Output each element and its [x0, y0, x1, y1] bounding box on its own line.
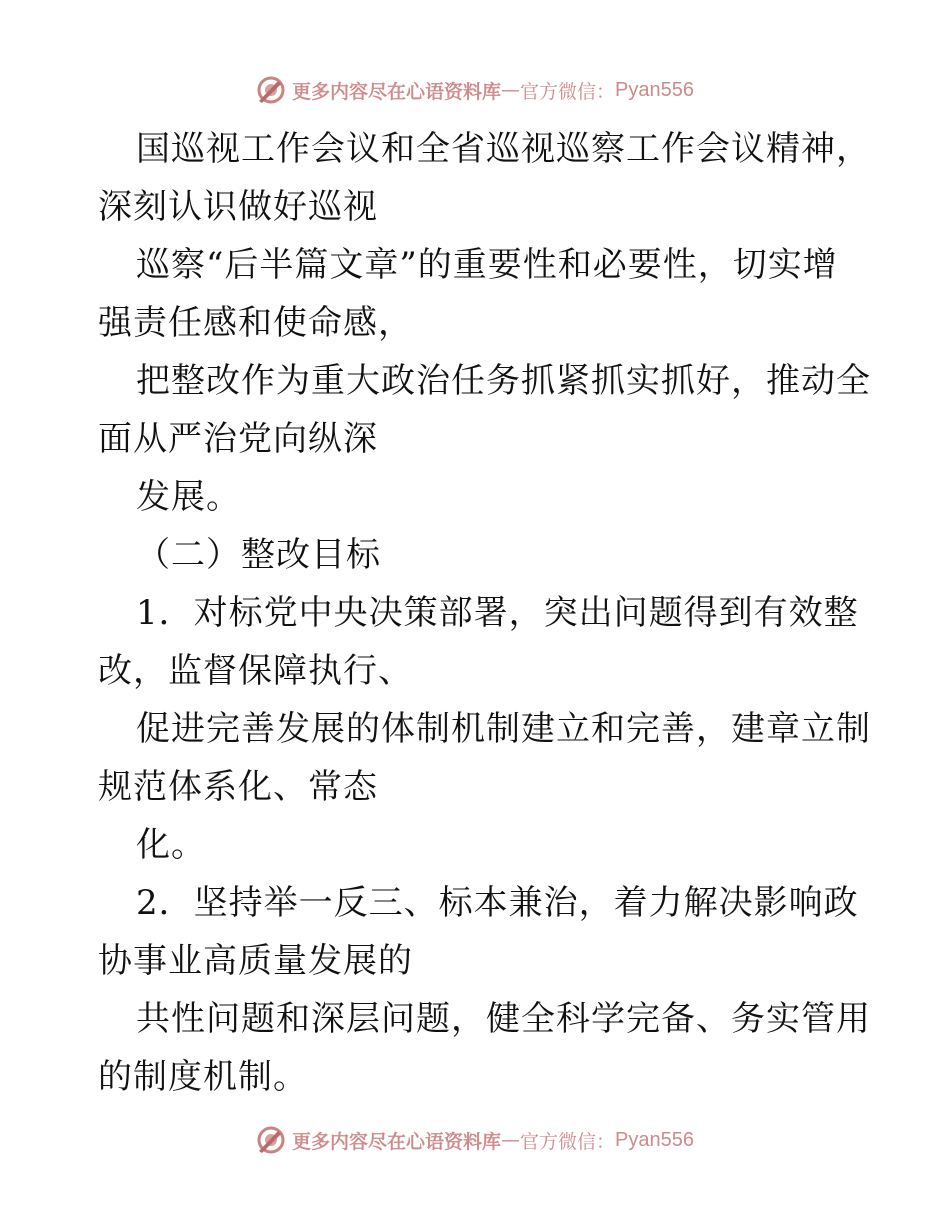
banner-official-label: 官方微信：	[520, 80, 616, 103]
banner-separator: —	[501, 79, 521, 101]
quill-seal-icon	[256, 1125, 286, 1155]
text-line: 发展。	[136, 477, 241, 517]
banner-main-text: 更多内容尽在心语资料库	[292, 1130, 502, 1153]
text-line: 深刻认识做好巡视	[98, 187, 378, 227]
banner-official-label: 官方微信：	[520, 1130, 616, 1153]
text-line: 把整改作为重大政治任务抓紧抓实抓好，推动全	[136, 361, 871, 401]
text-line: 1．对标党中央决策部署，突出问题得到有效整	[136, 593, 859, 633]
quill-seal-icon	[256, 75, 286, 105]
text-line: 的制度机制。	[98, 1057, 308, 1097]
banner-main-text: 更多内容尽在心语资料库	[292, 80, 502, 103]
text-line: 促进完善发展的体制机制建立和完善，建章立制	[136, 709, 871, 749]
text-line: 规范体系化、常态	[98, 767, 378, 807]
section-heading: （二）整改目标	[136, 535, 381, 575]
text-line: 共性问题和深层问题，健全科学完备、务实管用	[136, 999, 871, 1039]
text-line: 2．坚持举一反三、标本兼治，着力解决影响政	[136, 883, 859, 923]
header-banner	[0, 70, 950, 110]
banner-handle: Pyan556	[615, 78, 694, 101]
text-line: 巡察“后半篇文章”的重要性和必要性，切实增	[136, 245, 838, 285]
banner-separator: —	[501, 1129, 521, 1151]
text-line: 强责任感和使命感，	[98, 303, 413, 343]
footer-banner	[0, 1120, 950, 1160]
text-line: 改，监督保障执行、	[98, 651, 413, 691]
text-line: 化。	[136, 825, 206, 865]
text-line: 协事业高质量发展的	[98, 941, 413, 981]
document-body	[98, 120, 871, 1106]
text-line: 面从严治党向纵深	[98, 419, 378, 459]
banner-handle: Pyan556	[615, 1128, 694, 1151]
text-line: 国巡视工作会议和全省巡视巡察工作会议精神，	[136, 129, 871, 169]
